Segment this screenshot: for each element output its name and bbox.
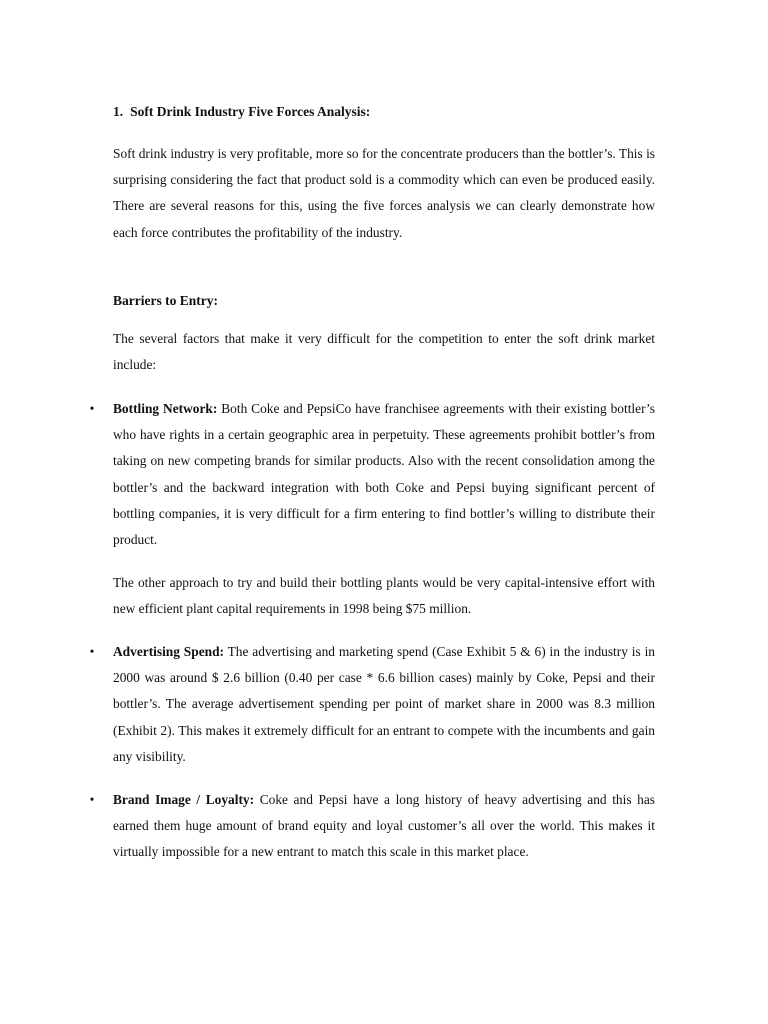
intro-paragraph: Soft drink industry is very profitable, more so for the concentrate producers than the bottler’s. This is surprising considering the fact that product sold is a commodity which can even be produced easily. There are several reasons for this, using the five forces analysis we can clearly demonstrate how each force contributes the profitability of the industry. (113, 146, 655, 240)
section-heading (113, 102, 370, 122)
barriers-heading: Barriers to Entry: (113, 293, 218, 308)
bullet-lead-advertising-spend: Advertising Spend: (113, 644, 225, 659)
bullet-text-advertising-spend: The advertising and marketing spend (Case Exhibit 5 & 6) in the industry is in 2000 was around $ 2.6 billion (0.40 per case * 6.6 billion cases) mainly by Coke, Pepsi and their bottler’s. The average advertisement spending per point of market share in 2000 was 8.3 million (Exhibit 2). This makes it extremely difficult for an entrant to compete with the incumbents and gain any visibility. (113, 644, 655, 764)
bullet-brand-image-loyalty (113, 787, 655, 866)
bullet-text-bottling-network: Both Coke and PepsiCo have franchisee agreements with their existing bottler’s who have rights in a certain geographic area in perpetuity. These agreements prohibit bottler’s from taking on new competing brands for similar products. Also with the recent consolidation among the bottler’s and the backward integration with both Coke and Pepsi buying significant percent of bottling companies, it is very difficult for a firm entering to find bottler’s willing to distribute their product. (113, 401, 655, 548)
section-title: Soft Drink Industry Five Forces Analysis: (130, 104, 371, 119)
section-number: 1. (113, 104, 124, 119)
barriers-intro-paragraph: The several factors that make it very difficult for the competition to enter the soft drink market include: (113, 331, 655, 373)
bullet-bottling-network (113, 396, 655, 553)
bullet-text-brand-image-loyalty: Coke and Pepsi have a long history of heavy advertising and this has earned them huge amount of brand equity and loyal customer’s all over the world. This makes it virtually impossible for a new entrant to match this scale in this market place. (113, 792, 655, 860)
bullet-marker: • (89, 644, 95, 659)
bullet-marker: • (89, 792, 95, 807)
bullet-lead-brand-image-loyalty: Brand Image / Loyalty: (113, 792, 255, 807)
bottling-followup-paragraph: The other approach to try and build their bottling plants would be very capital-intensive effort with new efficient plant capital requirements in 1998 being $75 million. (113, 575, 655, 617)
bullet-lead-bottling-network: Bottling Network: (113, 401, 218, 416)
bullet-advertising-spend (113, 639, 655, 770)
bullet-marker: • (89, 401, 95, 416)
